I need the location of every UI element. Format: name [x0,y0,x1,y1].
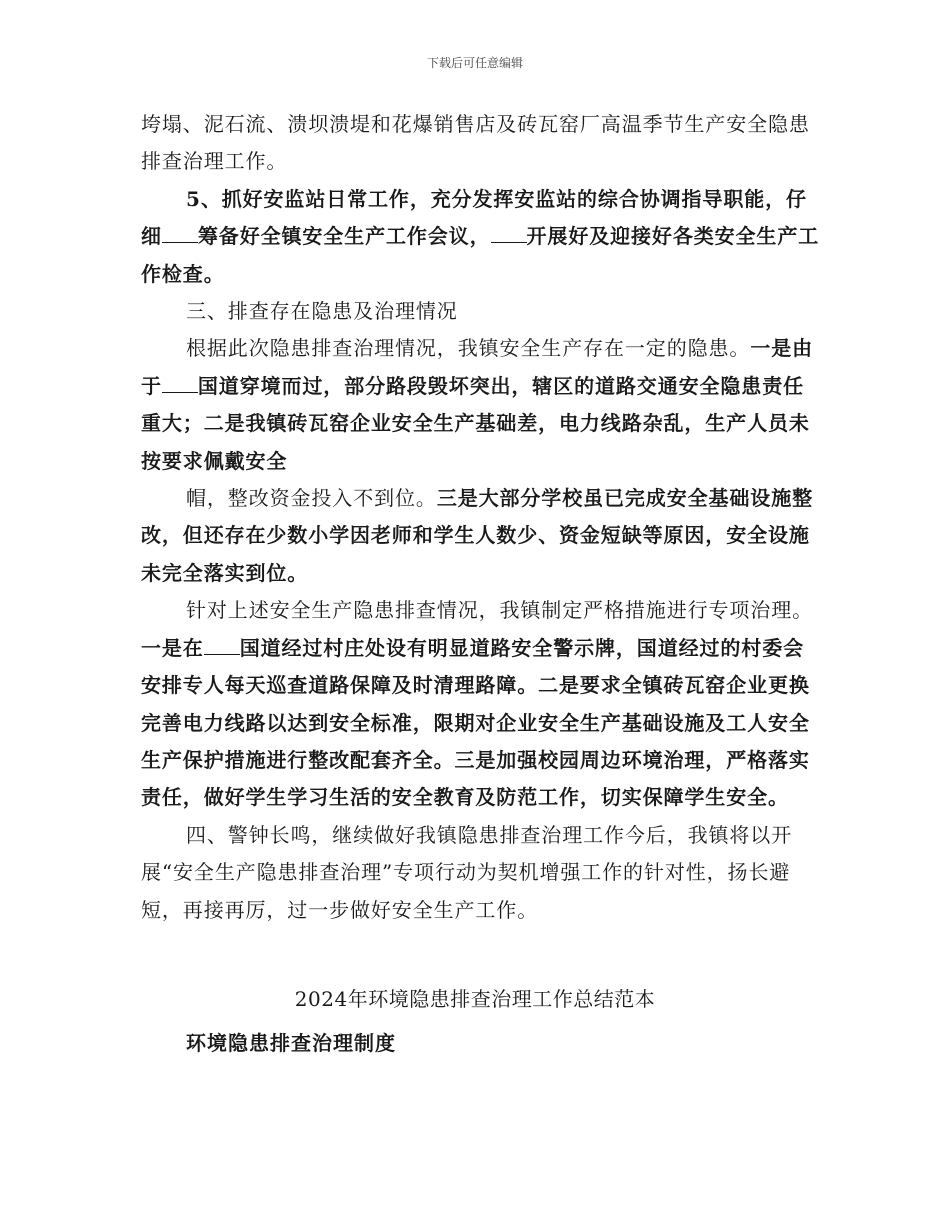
paragraph-7: 四、警钟长鸣，继续做好我镇隐患排查治理工作今后，我镇将以开展“安全生产隐患排查治理”专项行动为契机增强工作的针对性，扬长避短，再接再厉，过一步做好安全生产工作。 [141,822,793,922]
section-subtitle: 环境隐患排查治理制度 [186,1031,396,1055]
paragraph-4-part-c: 国道穿境而过，部分路段毁坏突出，辖区的道路交通安全隐患责任重大；二是我镇砖瓦窑企业安全生产基础差，电力线路杂乱，生产人员未按要求佩戴安全 [141,373,810,473]
paragraph-4 [141,330,821,480]
paragraph-6-part-a: 针对上述安全生产隐患排查情况，我镇制定严格措施进行专项治理。 [186,598,813,623]
paragraph-4-part-a: 根据此次隐患排查治理情况，我镇安全生产存在一定的隐患。 [186,336,751,361]
paragraph-6-part-c: 国道经过村庄处设有明显道路安全警示牌，国道经过的村委会安排专人每天巡查道路保障及时清理路障。二是要求全镇砖瓦窑企业更换完善电力线路以达到安全标准，限期对企业安全生产基础设施及工人安全生产保护措施进行整改配套齐全。三是加强校园周边环境治理，严格落实责任，做好学生学习生活的安全教育及防范工作，切实保障学生安全。 [141,635,810,810]
section-heading-3: 三、排查存在隐患及治理情况 [186,299,458,324]
paragraph-2-part-b: 筹备好全镇安全生产工作会议， [197,224,491,249]
paragraph-6 [141,592,821,816]
blank-line [204,653,240,655]
paragraph-6-part-b: 一是在 [141,635,204,660]
paragraph-5-part-b: 三是大部分学校虽已完成安全基础设施整改，但还存在少数小学因老师和学生人数少、资金短缺等原因，安全设施未完全落实到位。 [141,486,814,585]
document-title: 2024年环境隐患排查治理工作总结范本 [294,987,656,1011]
blank-line [162,241,198,243]
paragraph-2-part-c: 开展好及迎接好各类安全生产工作检查。 [141,224,820,286]
paragraph-2-part-a: 5、抓好安监站日常工作，充分发挥安监站的综合协调指导职能，仔细 [141,186,807,249]
blank-line [162,391,198,393]
page-header: 下载后可任意编辑 [426,56,523,70]
document-body [141,106,821,929]
paragraph-4-part-b: 一是由于 [141,336,814,398]
blank-line [491,241,527,243]
paragraph-2 [141,181,821,293]
paragraph-5 [141,480,821,592]
paragraph-1: 垮塌、泥石流、溃坝溃堤和花爆销售店及砖瓦窑厂高温季节生产安全隐患排查治理工作。 [141,112,810,174]
paragraph-5-part-a: 帽，整改资金投入不到位。 [186,486,437,511]
